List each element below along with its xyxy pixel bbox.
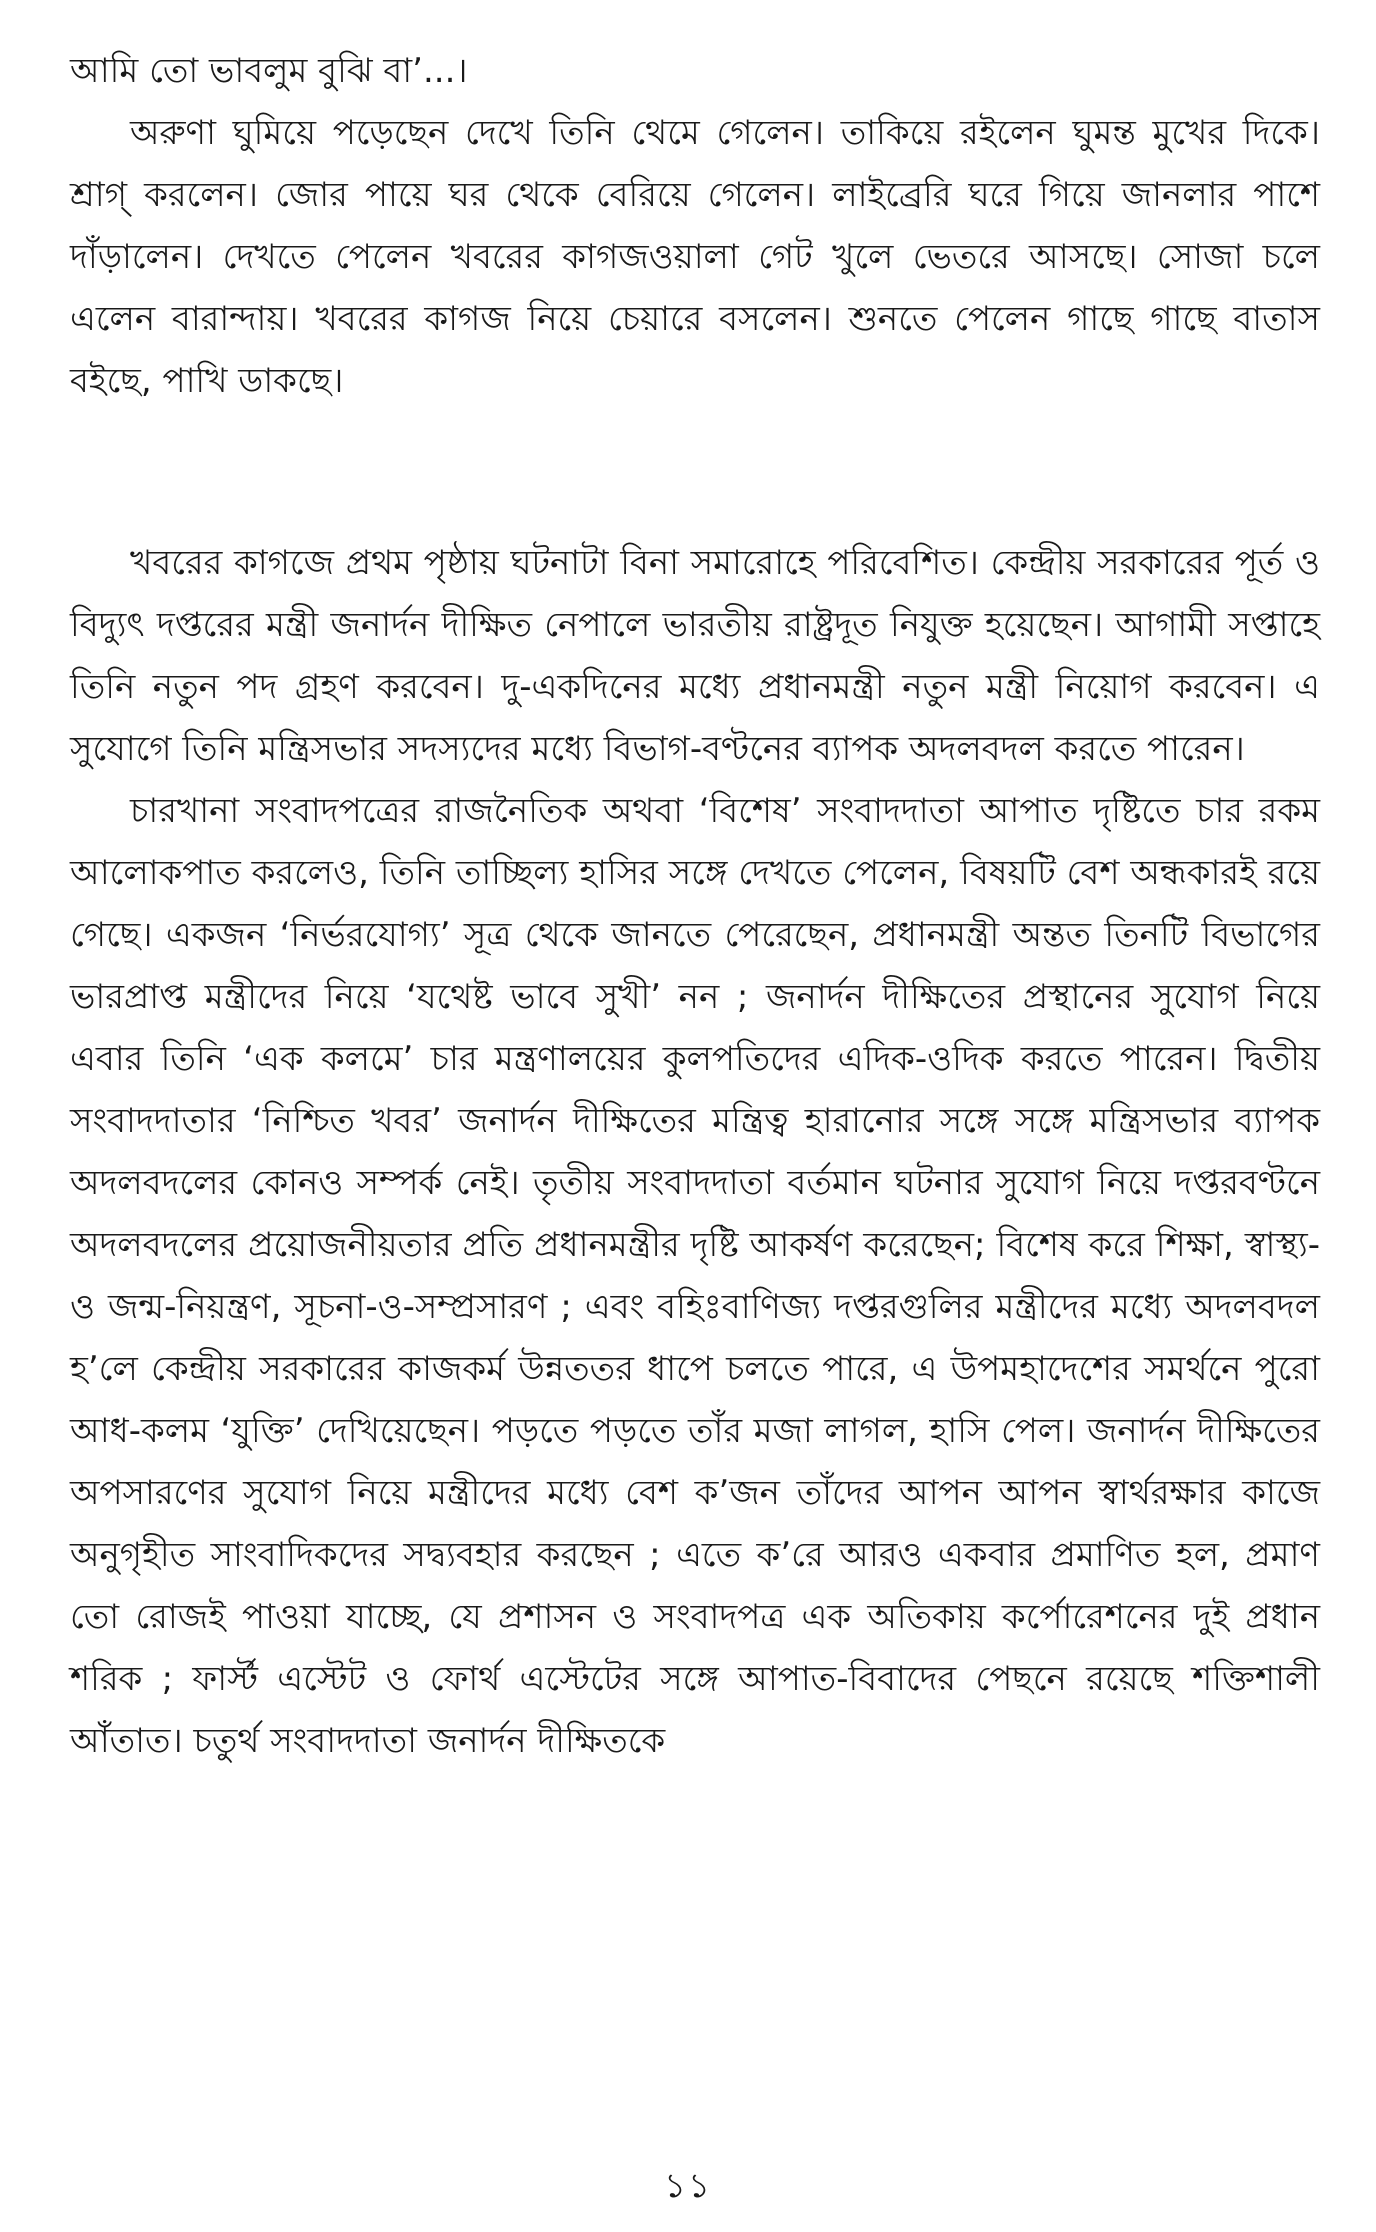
page-number: ১১ — [663, 2166, 713, 2206]
paragraph-correspondents: চারখানা সংবাদপত্রের রাজনৈতিক অথবা ‘বিশেষ’ সংবাদদাতা আপাত দৃষ্টিতে চার রকম আলোকপাত করলেও, তিনি তাচ্ছিল্য হাসির সঙ্গে দেখতে পেলেন, বিষয়টি বেশ অন্ধকারই রয়ে গেছে। একজন ‘নির্ভরযোগ্য’ সূত্র থেকে জানতে পেরেছেন, প্রধানমন্ত্রী অন্তত তিনটি বিভাগের ভারপ্রাপ্ত মন্ত্রীদের নিয়ে ‘যথেষ্ট ভাবে সুখী’ নন ; জনার্দন দীক্ষিতের প্রস্থানের সুযোগ নিয়ে এবার তিনি ‘এক কলমে’ চার মন্ত্রণালয়ের কুলপতিদের এদিক-ওদিক করতে পারেন। দ্বিতীয় সংবাদদাতার ‘নিশ্চিত খবর’ জনার্দন দীক্ষিতের মন্ত্রিত্ব হারানোর সঙ্গে সঙ্গে মন্ত্রিসভার ব্যাপক অদলবদলের কোনও সম্পর্ক নেই। তৃতীয় সংবাদদাতা বর্তমান ঘটনার সুযোগ নিয়ে দপ্তরবণ্টনে অদলবদলের প্রয়োজনীয়তার প্রতি প্রধানমন্ত্রীর দৃষ্টি আকর্ষণ করেছেন; বিশেষ করে শিক্ষা, স্বাস্থ্য-ও জন্ম-নিয়ন্ত্রণ, সূচনা-ও-সম্প্রসারণ ; এবং বহিঃবাণিজ্য দপ্তরগুলির মন্ত্রীদের মধ্যে অদলবদল হ’লে কেন্দ্রীয় সরকারের কাজকর্ম উন্নততর ধাপে চলতে পারে, এ উপমহাদেশের সমর্থনে পুরো আধ-কলম ‘যুক্তি’ দেখিয়েছেন। পড়তে পড়তে তাঁর মজা লাগল, হাসি পেল। জনার্দন দীক্ষিতের অপসারণের সুযোগ নিয়ে মন্ত্রীদের মধ্যে বেশ ক’জন তাঁদের আপন আপন স্বার্থরক্ষার কাজে অনুগৃহীত সাংবাদিকদের সদ্ব্যবহার করছেন ; এতে ক’রে আরও একবার প্রমাণিত হল, প্রমাণ তো রোজই পাওয়া যাচ্ছে, যে প্রশাসন ও সংবাদপত্র এক অতিকায় কর্পোরেশনের দুই প্রধান শরিক ; ফার্স্ট এস্টেট ও ফোর্থ এস্টেটের সঙ্গে আপাত-বিবাদের পেছনে রয়েছে শক্তিশালী আঁতাত। চতুর্থ সংবাদদাতা জনার্দন দীক্ষিতকে — [70, 791, 1320, 1761]
paragraph-opening-line: আমি তো ভাবলুম বুঝি বা’...। — [70, 51, 468, 91]
paragraph-newspaper: খবরের কাগজে প্রথম পৃষ্ঠায় ঘটনাটা বিনা সমারোহে পরিবেশিত। কেন্দ্রীয় সরকারের পূর্ত ও বিদ্যুৎ দপ্তরের মন্ত্রী জনার্দন দীক্ষিত নেপালে ভারতীয় রাষ্ট্রদূত নিযুক্ত হয়েছেন। আগামী সপ্তাহে তিনি নতুন পদ গ্রহণ করবেন। দু-একদিনের মধ্যে প্রধানমন্ত্রী নতুন মন্ত্রী নিয়োগ করবেন। এ সুযোগে তিনি মন্ত্রিসভার সদস্যদের মধ্যে বিভাগ-বণ্টনের ব্যাপক অদলবদল করতে পারেন। — [70, 543, 1320, 769]
book-page — [70, 40, 1320, 2190]
paragraph-aruna: অরুণা ঘুমিয়ে পড়েছেন দেখে তিনি থেমে গেলেন। তাকিয়ে রইলেন ঘুমন্ত মুখের দিকে। শ্রাগ্ করলেন। জোর পায়ে ঘর থেকে বেরিয়ে গেলেন। লাইব্রেরি ঘরে গিয়ে জানলার পাশে দাঁড়ালেন। দেখতে পেলেন খবরের কাগজওয়ালা গেট খুলে ভেতরে আসছে। সোজা চলে এলেন বারান্দায়। খবরের কাগজ নিয়ে চেয়ারে বসলেন। শুনতে পেলেন গাছে গাছে বাতাস বইছে, পাখি ডাকছে। — [70, 113, 1320, 401]
section-break — [70, 412, 1320, 532]
